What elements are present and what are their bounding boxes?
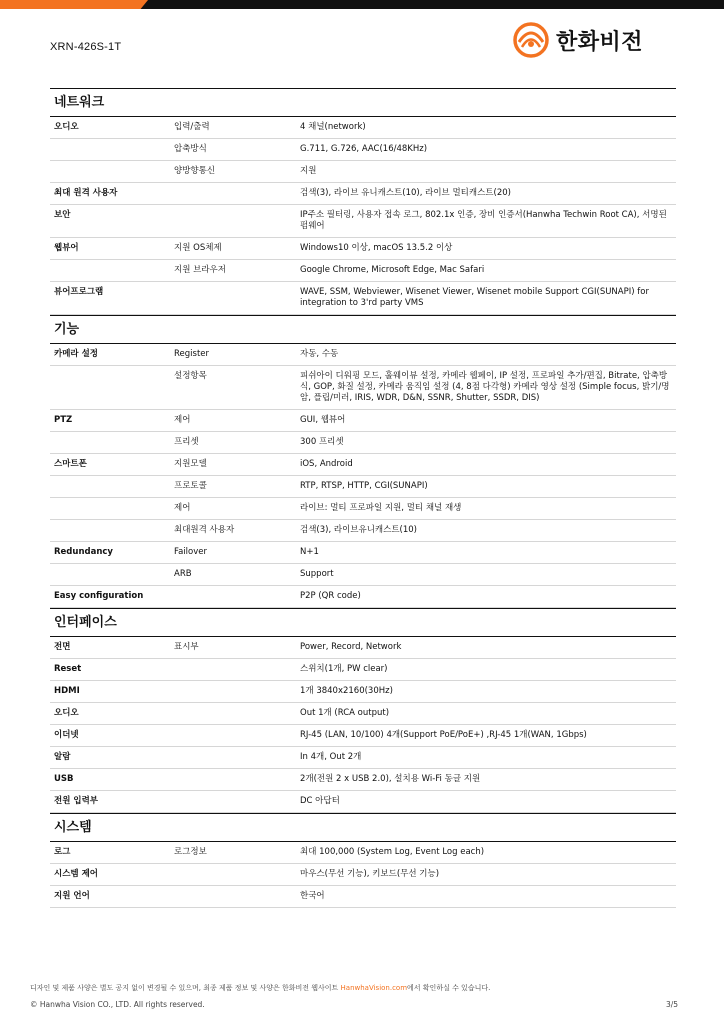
spec-category: 오디오 [54,708,79,718]
spec-value: 2개(전원 2 x USB 2.0), 설치용 Wi-Fi 동글 지원 [300,774,481,784]
spec-category [50,139,170,160]
spec-row [50,520,676,542]
spec-value: 4 채널(network) [300,122,366,132]
spec-subcategory: 양방향통신 [174,166,216,176]
spec-category: 전원 입력부 [54,796,99,806]
spec-category [50,432,170,453]
page-number: 3/5 [666,1000,679,1009]
spec-value: In 4개, Out 2개 [300,752,362,762]
spec-category: 전면 [54,642,71,652]
spec-category: 지원 언어 [54,891,90,901]
spec-value: 라이브: 멀티 프로파일 지원, 멀티 채널 재생 [300,503,462,513]
spec-subcategory: 설정항목 [174,371,207,381]
spec-value: IP주소 필터링, 사용자 접속 로그, 802.1x 인증, 장비 인증서(Hanwha Techwin Root CA), 서명된 펌웨어 [300,210,667,231]
spec-value: 300 프리셋 [300,437,344,447]
spec-value: Windows10 이상, macOS 13.5.2 이상 [300,243,453,253]
spec-subcategory: 프리셋 [174,437,199,447]
spec-value: G.711, G.726, AAC(16/48KHz) [300,144,428,154]
spec-category: 뷰어프로그램 [54,287,104,297]
spec-subcategory: 제어 [174,415,191,425]
spec-value: Power, Record, Network [300,642,402,652]
spec-value: Support [300,569,334,579]
spec-subcategory: 표시부 [174,642,199,652]
spec-value: 스위치(1개, PW clear) [300,664,388,674]
spec-value: 한국어 [300,891,325,901]
spec-row [50,747,676,769]
spec-subcategory: 로그정보 [174,847,207,857]
spec-row [50,842,676,864]
spec-row [50,205,676,238]
spec-subcategory: 압축방식 [174,144,207,154]
spec-value: 마우스(무선 기능), 키보드(무선 기능) [300,869,440,879]
spec-category: HDMI [54,686,80,696]
spec-subcategory: 지원 브라우저 [174,265,226,275]
spec-row [50,432,676,454]
spec-row [50,703,676,725]
spec-row [50,260,676,282]
spec-value: RTP, RTSP, HTTP, CGI(SUNAPI) [300,481,428,491]
spec-row [50,139,676,161]
section-title: 네트워크 [50,88,676,117]
spec-table [50,88,676,908]
spec-category [50,564,170,585]
spec-category: 스마트폰 [54,459,87,469]
spec-row [50,344,676,366]
spec-row [50,637,676,659]
spec-category: 웹뷰어 [54,243,79,253]
footer-note [30,983,490,993]
spec-value: N+1 [300,547,319,557]
spec-category: USB [54,774,74,784]
spec-row [50,183,676,205]
spec-value: 1개 3840x2160(30Hz) [300,686,393,696]
spec-subcategory: 제어 [174,503,191,513]
model-number: XRN-426S-1T [50,41,122,53]
spec-category [50,260,170,281]
spec-row [50,282,676,315]
spec-value: 검색(3), 라이브 유니캐스트(10), 라이브 멀티캐스트(20) [300,188,511,198]
section-title: 기능 [50,315,676,344]
spec-category: Reset [54,664,82,674]
spec-row [50,161,676,183]
section-title: 시스템 [50,813,676,842]
spec-row [50,238,676,260]
spec-value: RJ-45 (LAN, 10/100) 4개(Support PoE/PoE+) ,RJ-45 1개(WAN, 1Gbps) [300,730,587,740]
spec-row [50,564,676,586]
spec-category: 시스템 제어 [54,869,99,879]
spec-row [50,366,676,410]
spec-row [50,769,676,791]
spec-category: 최대 원격 사용자 [54,188,118,198]
spec-row [50,586,676,608]
spec-subcategory: ARB [174,569,192,579]
spec-category [50,366,170,409]
spec-category [50,476,170,497]
spec-value: Google Chrome, Microsoft Edge, Mac Safari [300,265,485,275]
spec-category: 오디오 [54,122,79,132]
spec-category: 카메라 설정 [54,349,99,359]
spec-category: PTZ [54,415,73,425]
footer-note-text-end: 에서 확인하실 수 있습니다. [407,984,491,992]
spec-subcategory: Register [174,349,209,359]
website-link[interactable]: HanwhaVision.com [340,984,408,992]
spec-row [50,791,676,813]
spec-subcategory: 지원 OS체제 [174,243,222,253]
spec-category: 이더넷 [54,730,79,740]
spec-subcategory: 지원모델 [174,459,207,469]
spec-row [50,725,676,747]
copyright: © Hanwha Vision CO., LTD. All rights reserved. [30,1000,205,1009]
spec-row [50,659,676,681]
spec-category: Easy configuration [54,591,144,601]
spec-row [50,681,676,703]
spec-row [50,476,676,498]
spec-category [50,161,170,182]
top-bar-accent [0,0,148,9]
spec-row [50,498,676,520]
spec-row [50,864,676,886]
spec-value: 최대 100,000 (System Log, Event Log each) [300,847,485,857]
spec-row [50,117,676,139]
spec-value: Out 1개 (RCA output) [300,708,390,718]
spec-category [50,520,170,541]
spec-value: WAVE, SSM, Webviewer, Wisenet Viewer, Wisenet mobile Support CGI(SUNAPI) for integration to 3'rd party VMS [300,287,649,308]
spec-category: 보안 [54,210,71,220]
spec-value: 피쉬아이 디워핑 모드, 훌웨이뷰 설정, 카메라 웹페이, IP 설정, 프로파일 추가/편집, Bitrate, 압축방식, GOP, 화질 설정, 카메라 움직임 설정 (4, 8점 다각형) 카메라 영상 설정 (Simple focus, 밝기/명암, 플립/미러, IRIS, WDR, D&N, SSNR, Shutter, SSDR, DIS) [300,371,670,403]
spec-subcategory: Failover [174,547,207,557]
spec-row [50,542,676,564]
spec-value: P2P (QR code) [300,591,361,601]
spec-value: 검색(3), 라이브유니캐스트(10) [300,525,418,535]
spec-value: DC 아답터 [300,796,340,806]
spec-value: GUI, 웹뷰어 [300,415,346,425]
spec-category: Redundancy [54,547,113,557]
spec-value: 자동, 수동 [300,349,339,359]
spec-value: 지원 [300,166,317,176]
spec-value: iOS, Android [300,459,353,469]
brand-logo [510,20,643,60]
spec-category [50,498,170,519]
brand-name: 한화비전 [556,29,644,55]
spec-category: 알람 [54,752,71,762]
hanwha-logo-icon [510,20,552,60]
spec-subcategory: 최대원격 사용자 [174,525,235,535]
spec-category: 로그 [54,847,71,857]
spec-row [50,410,676,432]
spec-row [50,886,676,908]
spec-row [50,454,676,476]
spec-subcategory: 입력/출력 [174,122,210,132]
spec-subcategory: 프로토콜 [174,481,207,491]
footer-note-text: 디자인 및 제품 사양은 별도 공지 없이 변경될 수 있으며, 최종 제품 정보 및 사양은 한화비전 웹사이트 [30,984,341,992]
section-title: 인터페이스 [50,608,676,637]
